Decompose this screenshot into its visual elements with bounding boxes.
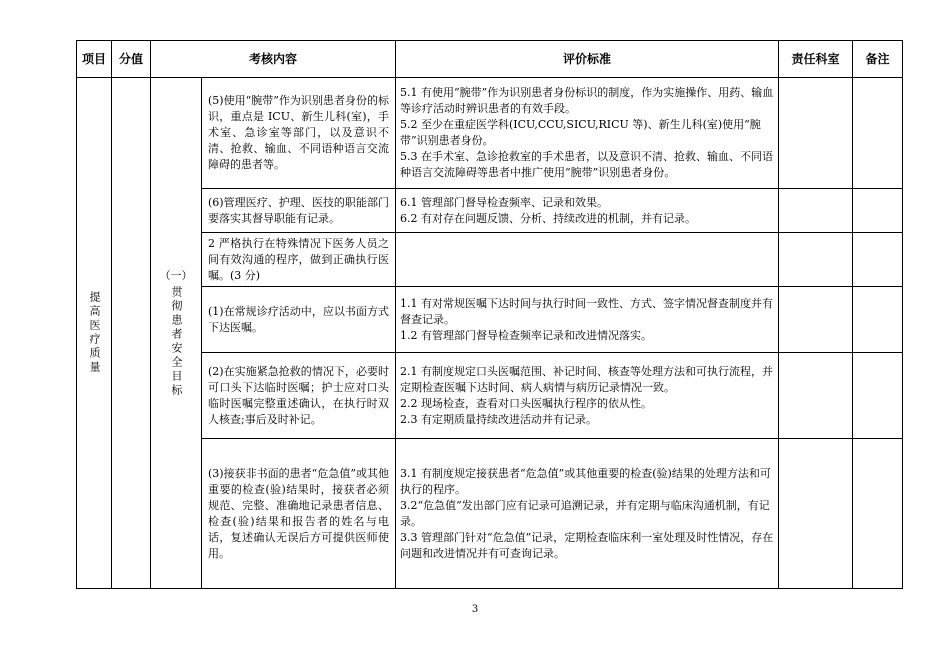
table-row [77,78,903,189]
assessment-table [76,40,903,589]
remarks-cell [853,353,903,439]
header-remarks: 备注 [853,41,903,78]
content-cell: (6)管理医疗、护理、医技的职能部门要落实其督导职能有记录。 [202,189,396,233]
criteria-cell [396,439,779,589]
header-content: 考核内容 [151,41,396,78]
criteria-item: 2.3 有定期质量持续改进活动并有记录。 [400,412,598,426]
header-criteria: 评价标准 [396,41,779,78]
criteria-item: 3.1 有制度规定接获患者“危急值”或其他重要的检查(验)结果的处理方法和可执行的程序。 [400,466,771,496]
criteria-item: 1.1 有对常规医嘱下达时间与执行时间一致性、方式、签字情况督查制度并有督查记录。 [400,296,774,326]
department-cell [779,233,853,287]
department-cell [779,78,853,189]
header-score: 分值 [112,41,151,78]
page-number: 3 [471,604,479,615]
department-cell [779,439,853,589]
criteria-cell [396,78,779,189]
header-project: 项目 [77,41,112,78]
content-cell: 2 严格执行在特殊情况下医务人员之间有效沟通的程序，做到正确执行医嘱。(3 分) [202,233,396,287]
remarks-cell [853,439,903,589]
content-cell: (5)使用“腕带”作为识别患者身份的标识，重点是 ICU、新生儿科(室)，手术室、急诊室等部门，以及意识不清、抢救、输血、不同语种语言交流障碍的患者等。 [202,78,396,189]
score-cell [112,78,151,589]
criteria-item: 5.2 至少在重症医学科(ICU,CCU,SICU,RICU 等)、新生儿科(室)使用“腕带”识别患者身份。 [400,118,761,147]
criteria-item: 5.1 有使用“腕带”作为识别患者身份标识的制度，作为实施操作、用药、输血等诊疗活动时辨识患者的有效手段。 [400,86,774,115]
criteria-item: 1.2 有管理部门督导检查频率记录和改进情况落实。 [400,328,653,342]
criteria-item: 6.2 有对存在问题反馈、分析、持续改进的机制，并有记录。 [400,211,697,225]
criteria-item: 3.3 管理部门针对“危急值”记录，定期检查临床利一室处理及时性情况，存在问题和改进情况并有可查询记录。 [400,530,774,560]
criteria-cell [396,353,779,439]
remarks-cell [853,189,903,233]
criteria-item: 5.3 在手术室、急诊抢救室的手术患者，以及意识不清、抢救、输血、不同语种语言交流障碍等患者中推广使用“腕带”识别患者身份。 [400,150,774,179]
sub-section-cell [151,78,202,589]
content-cell: (3)接获非书面的患者“危急值”或其他重要的检查(验)结果时，接获者必须规范、完整、准确地记录患者信息、检查(验)结果和报告者的姓名与电话，复述确认无误后方可提供医师使用。 [202,439,396,589]
criteria-cell [396,287,779,353]
criteria-cell [396,189,779,233]
header-department: 责任科室 [779,41,853,78]
department-cell [779,353,853,439]
remarks-cell [853,78,903,189]
remarks-cell [853,233,903,287]
content-cell: (1)在常规诊疗活动中，应以书面方式下达医嘱。 [202,287,396,353]
sub-label-prefix: （一） [159,269,193,282]
content-cell: (2)在实施紧急抢救的情况下，必要时可口头下达临时医嘱；护士应对口头临时医嘱完整重述确认，在执行时双人核查;事后及时补记。 [202,353,396,439]
criteria-item: 6.1 管理部门督导检查频率、记录和效果。 [400,195,609,209]
header-row [77,41,903,78]
department-cell [779,287,853,353]
criteria-item: 3.2“危急值”发出部门应有记录可追溯记录，并有定期与临床沟通机制，有记录。 [400,498,770,528]
sub-label: 贯彻患者安全目标 [170,286,183,398]
criteria-cell [396,233,779,287]
criteria-item: 2.2 现场检查，查看对口头医嘱执行程序的依从性。 [400,396,653,410]
section-cell [77,78,112,589]
remarks-cell [853,287,903,353]
criteria-item: 2.1 有制度规定口头医嘱范围、补记时间、核查等处理方法和可执行流程，并定期检查医嘱下达时间、病人病情与病历记录情况一致。 [400,364,774,394]
section-label: 提高医疗质量 [88,291,101,375]
department-cell [779,189,853,233]
